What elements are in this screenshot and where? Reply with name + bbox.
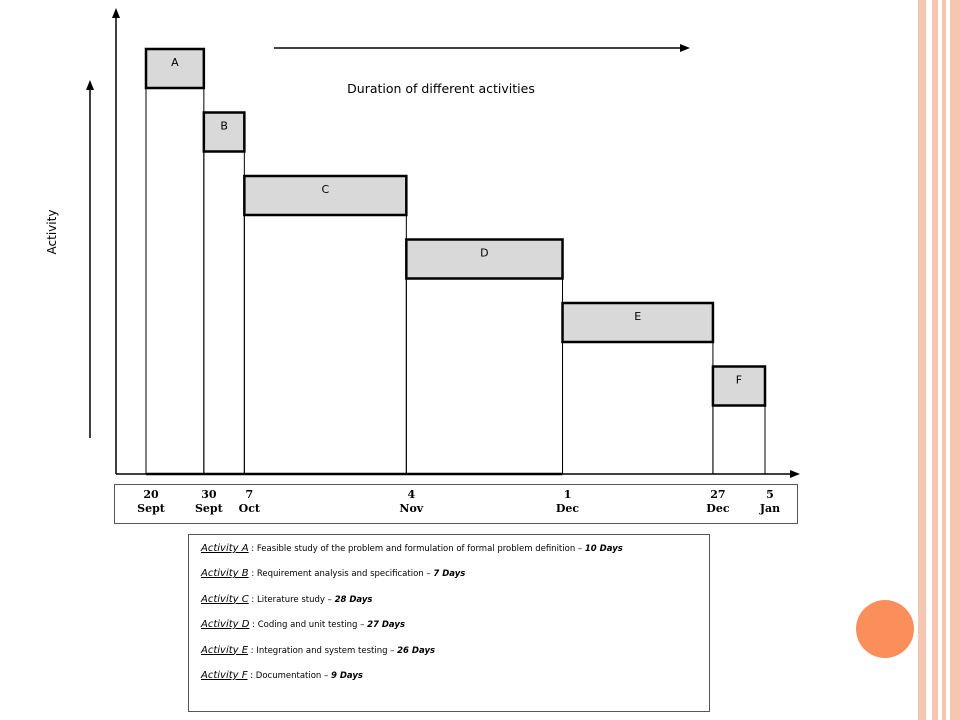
- x-tick-month: Nov: [399, 502, 424, 515]
- bar-c: [244, 176, 406, 474]
- x-tick-month: Sept: [194, 502, 223, 515]
- legend-item: [201, 670, 709, 681]
- x-tick-day: 7: [245, 488, 254, 501]
- bar-d: [406, 240, 562, 475]
- activity-arrow-head: [86, 80, 94, 90]
- bar-label: B: [220, 119, 228, 133]
- legend-description: : Feasible study of the problem and formulation of formal problem definition –: [248, 544, 585, 554]
- legend-duration: 26 Days: [397, 645, 436, 656]
- slide-decoration: [918, 0, 960, 720]
- legend-item: [201, 543, 709, 554]
- legend-description: : Integration and system testing –: [248, 645, 398, 656]
- legend-duration: 10 Days: [584, 544, 623, 554]
- x-tick-label: [195, 488, 223, 516]
- bar-label: F: [735, 373, 743, 387]
- bar-label: C: [321, 183, 330, 196]
- duration-arrow-head: [680, 44, 690, 52]
- decorative-circle: [856, 600, 914, 658]
- x-tick-day: 1: [563, 488, 572, 501]
- x-tick-label: [137, 488, 165, 516]
- legend-duration: 7 Days: [433, 569, 466, 580]
- x-tick-label: [760, 488, 780, 516]
- bar-b: [204, 113, 244, 475]
- x-tick-month: Dec: [555, 502, 580, 515]
- bar-f: [713, 367, 765, 475]
- legend-activity: Activity E: [201, 644, 249, 656]
- legend-activity: Activity F: [201, 669, 248, 681]
- legend-duration: 9 Days: [330, 670, 363, 681]
- x-tick-label: [239, 488, 260, 516]
- x-tick-day: 30: [201, 488, 217, 501]
- legend-item: [201, 645, 709, 656]
- x-tick-month: Dec: [706, 502, 730, 515]
- legend-description: : Documentation –: [247, 670, 331, 681]
- legend-description: : Coding and unit testing –: [249, 620, 368, 631]
- x-tick-label: [399, 488, 423, 516]
- bar-label: A: [171, 56, 179, 69]
- x-tick-month: Sept: [137, 502, 165, 515]
- legend-item: [201, 619, 709, 630]
- x-tick-month: Oct: [238, 502, 261, 515]
- chart-title: Duration of different activities: [347, 81, 535, 96]
- legend-box: [188, 534, 710, 712]
- legend-item: [201, 568, 709, 579]
- bar-label: E: [634, 310, 642, 323]
- x-tick-day: 5: [766, 488, 774, 501]
- legend-activity: Activity A: [201, 543, 249, 554]
- legend-activity: Activity B: [201, 568, 249, 580]
- x-axis-arrow: [790, 470, 800, 478]
- legend-item: [201, 594, 709, 605]
- x-tick-label: [556, 488, 579, 516]
- legend-description: : Requirement analysis and specification –: [248, 569, 434, 580]
- y-axis-label: Activity: [45, 209, 59, 255]
- x-tick-month: Jan: [759, 502, 781, 515]
- legend-activity: Activity C: [201, 593, 249, 605]
- x-tick-day: 27: [710, 488, 726, 501]
- legend-description: : Literature study –: [248, 594, 335, 605]
- bars-group: [146, 49, 765, 474]
- x-tick-day: 20: [143, 488, 159, 501]
- y-axis-arrow: [112, 8, 120, 18]
- legend-duration: 28 Days: [334, 594, 373, 605]
- legend-activity: Activity D: [201, 619, 250, 631]
- x-tick-day: 4: [407, 488, 416, 501]
- bar-a: [146, 49, 204, 474]
- x-tick-label: [706, 488, 729, 516]
- bar-e: [563, 303, 713, 474]
- legend-duration: 27 Days: [367, 620, 406, 631]
- date-axis-box: [114, 484, 798, 524]
- bar-label: D: [480, 246, 489, 260]
